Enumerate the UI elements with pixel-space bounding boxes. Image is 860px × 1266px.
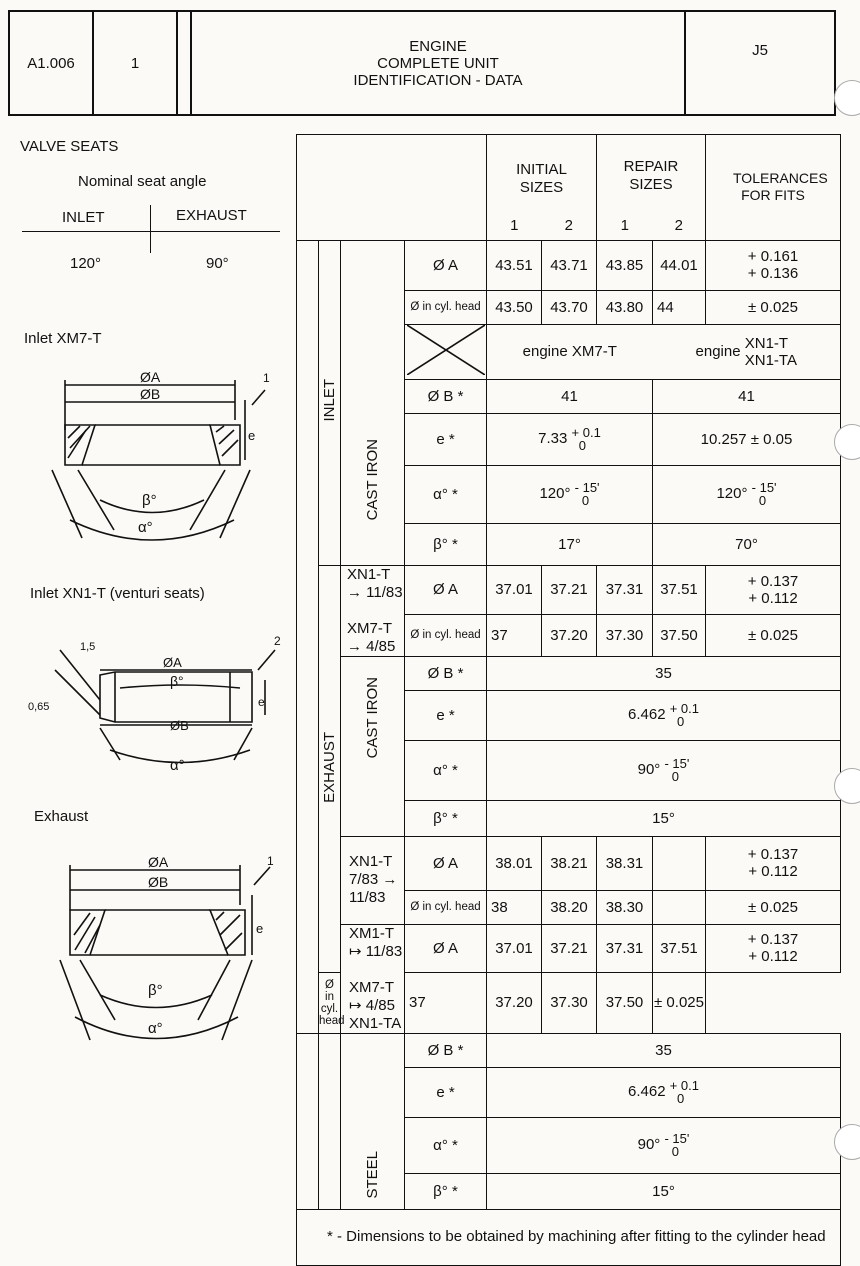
ex3-cyl-r1: 37.30: [542, 973, 597, 1033]
ex3-oa-row: [297, 924, 841, 973]
ex1-e-value: [487, 690, 841, 740]
engine-cross-cell: [405, 324, 487, 379]
ex2-oa-row: [297, 836, 841, 890]
inlet-material-cell: [341, 240, 405, 565]
ex1-lbl4: → 4/85: [347, 637, 396, 655]
ex3-cyl-2: 37.20: [487, 973, 542, 1033]
ex1-oa-tol-2: + 0.112: [748, 589, 798, 607]
ex3-ob-label: Ø B *: [405, 1033, 487, 1067]
inlet-cyl-1: 43.50: [487, 290, 542, 324]
inlet-oa-tol: [706, 240, 841, 290]
ex3-cyl-1: 37: [405, 973, 487, 1033]
ex1-cyl-r2: 37.50: [653, 614, 706, 656]
head-repair-text: REPAIR SIZES: [623, 157, 679, 193]
fig2-label-alpha: α°: [170, 757, 185, 774]
fig2-label-2: 2: [274, 634, 281, 648]
inlet-oa-row: [297, 240, 841, 290]
doc-title: [192, 12, 686, 114]
fig3-label-alpha: α°: [148, 1020, 163, 1037]
ex1-alpha-value: [487, 740, 841, 800]
ex1-e-dn: 0: [676, 714, 685, 729]
footnote-row: [297, 1209, 841, 1265]
ex3-beta-value: 15°: [487, 1173, 841, 1209]
inlet-alpha-xn1-val: 120°: [716, 484, 748, 502]
ex3-engine-cell: [341, 924, 405, 1033]
punch-hole-top: [834, 80, 860, 116]
ex1-alpha-val: 90°: [637, 760, 661, 778]
ex3-e-val: 6.462: [628, 1082, 666, 1100]
ex3-cyl-label: Ø in cyl. head: [319, 973, 341, 1033]
ex1-oa-label: Ø A: [405, 565, 487, 614]
inlet-e-xm7: [487, 413, 653, 465]
valve-seats-heading: VALVE SEATS: [20, 138, 119, 155]
ex2-engine-cell: [341, 836, 405, 924]
inlet-oa-r1: 43.85: [597, 240, 653, 290]
ex1-cyl-1: 37: [487, 614, 542, 656]
ex3-cyl-tol: ± 0.025: [653, 973, 706, 1033]
ex3-lbl1: XM1-T: [349, 924, 394, 942]
ex2-cyl-tol: ± 0.025: [706, 890, 841, 924]
sub-c3: 1: [597, 217, 653, 241]
inlet-ob-label: Ø B *: [405, 379, 487, 413]
head-repair: [597, 135, 706, 217]
ex2-oa-label: Ø A: [405, 836, 487, 890]
inlet-oa-1: 43.51: [487, 240, 542, 290]
ex3-alpha-dn: 0: [671, 1144, 679, 1159]
inlet-cyl-label: Ø in cyl. head: [405, 290, 487, 324]
title-line-1: ENGINE: [409, 37, 467, 55]
inlet-oa-r2: 44.01: [653, 240, 706, 290]
sub-c2: 2: [542, 217, 597, 241]
fig1-label-1: 1: [263, 371, 270, 385]
ex1-e-up: + 0.1: [669, 701, 699, 716]
ex2-cyl-r1: 38.30: [597, 890, 653, 924]
ex2-lbl1: XN1-T: [349, 853, 393, 870]
ex3-ob-row: [297, 1033, 841, 1067]
ex1-lbl1: XN1-T: [347, 565, 391, 583]
exhaust-header: EXHAUST: [176, 207, 247, 224]
footnote: * - Dimensions to be obtained by machining after fitting to the cylinder head: [297, 1209, 841, 1265]
nominal-seat-angle-label: Nominal seat angle: [78, 173, 207, 190]
inlet-alpha-xm7: [487, 465, 653, 523]
inlet-e-xm7-dn: 0: [578, 438, 587, 453]
ex2-oa-2: 38.21: [542, 836, 597, 890]
header-spacer: [178, 12, 192, 114]
ex1-cyl-r1: 37.30: [597, 614, 653, 656]
ex3-ob-value: 35: [487, 1033, 841, 1067]
inlet-ob-xm7: 41: [487, 379, 653, 413]
ex1-cast-iron-label: CAST IRON: [364, 676, 381, 758]
ex1-ob-label: Ø B *: [405, 656, 487, 690]
fig2-label-e: e: [258, 695, 265, 709]
ex2-oa-1: 38.01: [487, 836, 542, 890]
ex3-oa-r2: 37.51: [653, 924, 706, 973]
head-initial: [487, 135, 597, 217]
engine-xm7: engine XM7-T: [487, 324, 653, 379]
fig3-label-e: e: [256, 921, 264, 936]
engine-xn1-t: XN1-T: [744, 334, 789, 352]
ex3-material-cell: [341, 1033, 405, 1209]
engine-xn1-ta: XN1-TA: [744, 351, 797, 369]
cross-icon: [407, 325, 485, 375]
inlet-alpha-xn1-dn: 0: [758, 493, 767, 508]
ex2-lbl2: 7/83 →: [349, 871, 398, 888]
fig2-label-065: 0,65: [28, 701, 50, 713]
ex1-oa-row: [297, 565, 841, 614]
ex3-lbl5: XN1-TA: [349, 1014, 402, 1032]
fig1-label-oa: ØA: [140, 369, 161, 385]
inlet-e-xm7-val: 7.33: [538, 429, 568, 447]
ex2-oa-r1: 38.31: [597, 836, 653, 890]
ex1-oa-1: 37.01: [487, 565, 542, 614]
engine-xn1-prefix: engine: [695, 342, 741, 360]
fig1-title: Inlet XM7-T: [24, 330, 102, 347]
ex1-beta-value: 15°: [487, 800, 841, 836]
inlet-cyl-2: 43.70: [542, 290, 597, 324]
ex1-lbl2: → 11/83: [347, 583, 403, 601]
fig3-label-beta: β°: [148, 982, 163, 999]
ex3-oa-tol: [706, 924, 841, 973]
ex1-oa-r2: 37.51: [653, 565, 706, 614]
ex3-alpha-label: α° *: [405, 1117, 487, 1173]
ex2-oa-tol-1: + 0.137: [747, 846, 799, 863]
ex3-lbl2: ↦ 11/83: [349, 942, 403, 960]
ex1-cyl-2: 37.20: [542, 614, 597, 656]
ex1-material-cell: [341, 656, 405, 836]
ex3-e-value: [487, 1067, 841, 1117]
ex3-alpha-up: - 15': [664, 1131, 690, 1146]
inlet-cyl-r2: 44: [653, 290, 706, 324]
ex3-lbl3: XM7-T: [349, 978, 394, 996]
exhaust-label-continued: [319, 1033, 341, 1209]
inlet-alpha-label: α° *: [405, 465, 487, 523]
ex1-alpha-dn: 0: [671, 769, 679, 784]
ex1-beta-label: β° *: [405, 800, 487, 836]
head-tolerances: [706, 135, 841, 241]
inlet-alpha-xn1-up: - 15': [751, 480, 777, 495]
fig1-label-e: e: [248, 428, 256, 443]
ex1-oa-r1: 37.31: [597, 565, 653, 614]
ex1-e-label: e *: [405, 690, 487, 740]
inlet-alpha-xm7-dn: 0: [581, 493, 590, 508]
left-margin-continued: [297, 1033, 319, 1209]
angle-table-divider: [150, 205, 151, 253]
inlet-alpha-xn1: [653, 465, 841, 523]
ex3-alpha-val: 90°: [637, 1135, 661, 1153]
ex1-cyl-tol: ± 0.025: [706, 614, 841, 656]
ex3-e-label: e *: [405, 1067, 487, 1117]
ex3-cyl-r2: 37.50: [597, 973, 653, 1033]
ex1-cyl-label: Ø in cyl. head: [405, 614, 487, 656]
ex1-ob-value: 35: [487, 656, 841, 690]
fig2-label-beta: β°: [170, 673, 184, 689]
inlet-oa-tol-2: + 0.136: [747, 265, 799, 282]
fig2-label-15: 1,5: [80, 641, 96, 653]
ex3-steel-label: STEEL: [364, 1150, 381, 1199]
ex1-e-val: 6.462: [628, 705, 666, 723]
fig2-label-ob: ØB: [170, 718, 189, 733]
head-tol-text: TOLERANCES FOR FITS: [733, 170, 828, 204]
ex1-lbl3: XM7-T: [347, 619, 392, 637]
ex1-alpha-up: - 15': [664, 756, 690, 771]
ex2-cyl-r2: [653, 890, 706, 924]
fig3-label-1: 1: [267, 855, 274, 868]
ex1-oa-tol: [706, 565, 841, 614]
ex2-lbl3: 11/83: [349, 889, 386, 906]
inlet-header: INLET: [62, 209, 105, 226]
ex3-oa-1: 37.01: [487, 924, 542, 973]
ex1-ob-row: [297, 656, 841, 690]
doc-ref: J5: [752, 42, 768, 59]
ex3-oa-tol-2: + 0.112: [748, 948, 798, 966]
inlet-alpha-xm7-val: 120°: [539, 484, 571, 502]
inlet-beta-xm7: 17°: [487, 523, 653, 565]
ex2-cyl-label: Ø in cyl. head: [405, 890, 487, 924]
exhaust-seat-diagram: [20, 855, 290, 1055]
engine-xn1: [653, 324, 841, 379]
inlet-angle-value: 120°: [70, 255, 102, 272]
left-margin-column: [297, 240, 319, 1033]
ex3-oa-r1: 37.31: [597, 924, 653, 973]
inlet-xm7-seat-diagram: [20, 360, 290, 560]
ex3-lbl4: ↦ 4/85: [349, 996, 395, 1014]
fig2-title: Inlet XN1-T (venturi seats): [30, 585, 205, 602]
ex2-oa-tol: [706, 836, 841, 890]
inlet-label: INLET: [321, 379, 338, 422]
inlet-label-cell: [319, 240, 341, 565]
inlet-e-xm7-up: + 0.1: [571, 425, 601, 440]
valve-seat-data-table: [296, 134, 841, 1266]
ex3-e-up: + 0.1: [669, 1078, 699, 1093]
table-header-row: [297, 135, 841, 217]
fig2-label-oa: ØA: [163, 655, 182, 670]
inlet-ob-xn1: 41: [653, 379, 841, 413]
ex2-oa-r2: [653, 836, 706, 890]
doc-code: A1.006: [10, 12, 94, 114]
sub-c1: 1: [487, 217, 542, 241]
inlet-beta-label: β° *: [405, 523, 487, 565]
exhaust-angle-value: 90°: [206, 255, 229, 272]
fig1-label-beta: β°: [142, 492, 157, 509]
exhaust-label-cell: [319, 565, 341, 973]
sub-c4: 2: [653, 217, 706, 241]
title-line-3: IDENTIFICATION - DATA: [353, 71, 523, 89]
fig1-label-alpha: α°: [138, 519, 153, 536]
ex3-oa-tol-1: + 0.137: [747, 931, 799, 949]
ex1-alpha-label: α° *: [405, 740, 487, 800]
title-line-2: COMPLETE UNIT: [377, 54, 499, 72]
inlet-cyl-r1: 43.80: [597, 290, 653, 324]
angle-table-rule: [22, 231, 280, 232]
inlet-beta-xn1: 70°: [653, 523, 841, 565]
ex2-cyl-2: 38.20: [542, 890, 597, 924]
inlet-oa-2: 43.71: [542, 240, 597, 290]
fig3-title: Exhaust: [34, 808, 89, 825]
header-blank: [297, 135, 487, 241]
exhaust-label: EXHAUST: [321, 731, 338, 803]
ex1-oa-tol-1: + 0.137: [747, 572, 799, 590]
doc-number: 1: [94, 12, 178, 114]
head-initial-text: INITIAL SIZES: [516, 160, 567, 196]
ex3-oa-2: 37.21: [542, 924, 597, 973]
fig3-label-ob: ØB: [148, 874, 169, 890]
inlet-alpha-xm7-up: - 15': [574, 480, 600, 495]
ex1-oa-2: 37.21: [542, 565, 597, 614]
inlet-oa-tol-1: + 0.161: [747, 248, 799, 265]
fig3-label-oa: ØA: [148, 855, 169, 870]
ex3-beta-label: β° *: [405, 1173, 487, 1209]
ex2-oa-tol-2: + 0.112: [748, 863, 798, 880]
fig1-label-ob: ØB: [140, 386, 161, 402]
inlet-oa-label: Ø A: [405, 240, 487, 290]
inlet-cyl-tol: ± 0.025: [706, 290, 841, 324]
ex3-oa-label: Ø A: [405, 924, 487, 973]
ex1-engine-cell: [341, 565, 405, 656]
inlet-xn1-venturi-seat-diagram: [20, 630, 290, 780]
header-box: [8, 10, 836, 116]
inlet-e-label: e *: [405, 413, 487, 465]
inlet-cast-iron-label: CAST IRON: [364, 439, 381, 521]
ex2-cyl-1: 38: [487, 890, 542, 924]
inlet-e-xn1: 10.257 ± 0.05: [653, 413, 841, 465]
ex3-alpha-value: [487, 1117, 841, 1173]
ex3-e-dn: 0: [676, 1091, 685, 1106]
